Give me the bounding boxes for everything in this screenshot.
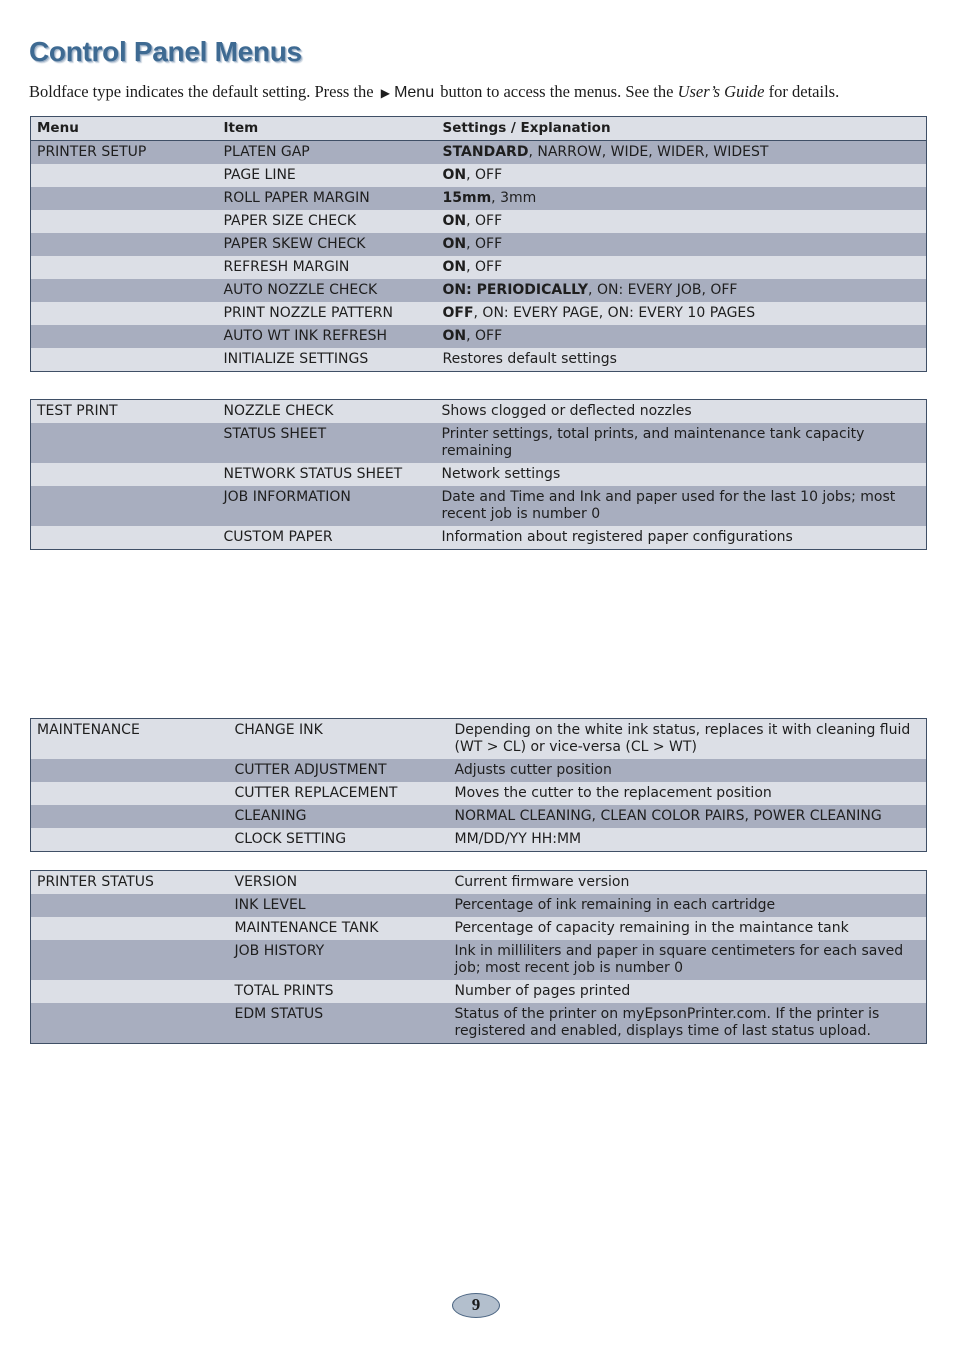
- menu-cell: [31, 348, 218, 372]
- item-cell: CHANGE INK: [229, 719, 449, 760]
- table-header-row: [31, 117, 927, 141]
- item-cell: AUTO WT INK REFRESH: [218, 325, 437, 348]
- item-cell: JOB HISTORY: [229, 940, 449, 980]
- item-cell: STATUS SHEET: [218, 423, 436, 463]
- header-item: Item: [218, 117, 437, 141]
- table-row: [31, 325, 927, 348]
- menu-cell: [31, 233, 218, 256]
- settings-cell: [437, 141, 927, 165]
- menu-cell: [31, 463, 218, 486]
- settings-cell: [449, 805, 927, 828]
- item-cell: NETWORK STATUS SHEET: [218, 463, 436, 486]
- table-row: [31, 233, 927, 256]
- settings-cell: [437, 325, 927, 348]
- menu-cell: [31, 256, 218, 279]
- setting-text: , OFF: [466, 328, 503, 344]
- default-setting: STANDARD: [442, 144, 529, 160]
- table-row: [31, 463, 927, 486]
- setting-text: , OFF: [466, 167, 503, 183]
- setting-text: , OFF: [466, 236, 503, 252]
- menu-cell: [31, 828, 229, 852]
- settings-cell: [449, 719, 927, 760]
- item-cell: CUTTER ADJUSTMENT: [229, 759, 449, 782]
- settings-cell: [449, 940, 927, 980]
- settings-cell: [437, 302, 927, 325]
- item-cell: CUSTOM PAPER: [218, 526, 436, 550]
- default-setting: ON: [442, 259, 467, 275]
- settings-cell: [436, 526, 927, 550]
- table-row: [31, 302, 927, 325]
- menu-cell: [31, 1003, 229, 1044]
- table-row: [31, 164, 927, 187]
- default-setting: ON: PERIODICALLY: [442, 282, 589, 298]
- menu-cell: [31, 980, 229, 1003]
- intro-text: [29, 82, 839, 102]
- settings-cell: [436, 423, 927, 463]
- default-setting: ON: [442, 167, 467, 183]
- item-cell: PAGE LINE: [218, 164, 437, 187]
- setting-text: Moves the cutter to the replacement position: [454, 785, 772, 801]
- item-cell: NOZZLE CHECK: [218, 400, 436, 424]
- table-row: [31, 279, 927, 302]
- table-row: [31, 805, 927, 828]
- header-menu: Menu: [31, 117, 218, 141]
- menu-cell: [31, 759, 229, 782]
- settings-cell: [437, 187, 927, 210]
- table-row: [31, 526, 927, 550]
- table-row: [31, 210, 927, 233]
- setting-text: Percentage of ink remaining in each cartridge: [454, 897, 776, 913]
- settings-cell: [449, 871, 927, 895]
- menu-cell: [31, 917, 229, 940]
- default-setting: ON: [442, 328, 467, 344]
- menu-cell: [31, 423, 218, 463]
- menu-cell: [31, 325, 218, 348]
- menu-button-label: Menu: [394, 84, 435, 101]
- table-row: [31, 917, 927, 940]
- setting-text: , ON: EVERY PAGE, ON: EVERY 10 PAGES: [473, 305, 756, 321]
- menu-cell: [31, 279, 218, 302]
- menu-cell: [31, 486, 218, 526]
- table-row: [31, 423, 927, 463]
- settings-cell: [436, 400, 927, 424]
- table-row: [31, 1003, 927, 1044]
- setting-text: Network settings: [441, 466, 561, 482]
- menu-cell: [31, 164, 218, 187]
- item-cell: PLATEN GAP: [218, 141, 437, 165]
- settings-cell: [437, 210, 927, 233]
- settings-cell: [449, 1003, 927, 1044]
- setting-text: , OFF: [466, 259, 503, 275]
- settings-cell: [449, 828, 927, 852]
- menu-cell: [31, 894, 229, 917]
- setting-text: Shows clogged or deflected nozzles: [441, 403, 692, 419]
- menu-cell: [31, 805, 229, 828]
- item-cell: JOB INFORMATION: [218, 486, 436, 526]
- item-cell: MAINTENANCE TANK: [229, 917, 449, 940]
- play-arrow-icon: ▶: [380, 86, 390, 100]
- table-row: [31, 759, 927, 782]
- setting-text: Date and Time and Ink and paper used for the last 10 jobs; most recent job is number 0: [441, 489, 896, 522]
- menu-cell: [31, 210, 218, 233]
- menu-cell: [31, 302, 218, 325]
- page-number: 9: [452, 1293, 500, 1318]
- settings-cell: [449, 782, 927, 805]
- settings-cell: [449, 917, 927, 940]
- settings-cell: [437, 233, 927, 256]
- maintenance-table: [30, 718, 927, 852]
- menu-cell: PRINTER STATUS: [31, 871, 229, 895]
- item-cell: REFRESH MARGIN: [218, 256, 437, 279]
- intro-part-1: Boldface type indicates the default setting. Press the: [29, 82, 374, 101]
- settings-cell: [436, 486, 927, 526]
- default-setting: ON: [442, 213, 467, 229]
- item-cell: TOTAL PRINTS: [229, 980, 449, 1003]
- menu-cell: [31, 526, 218, 550]
- test-print-table: [30, 399, 927, 550]
- table-row: [31, 348, 927, 372]
- table-row: [31, 828, 927, 852]
- item-cell: VERSION: [229, 871, 449, 895]
- printer-status-table: [30, 870, 927, 1044]
- header-settings: Settings / Explanation: [437, 117, 927, 141]
- intro-part-2: button to access the menus. See the: [440, 82, 674, 101]
- setting-text: Restores default settings: [442, 351, 617, 367]
- setting-text: Ink in milliliters and paper in square centimeters for each saved job; most recent job is number 0: [454, 943, 904, 976]
- setting-text: Depending on the white ink status, replaces it with cleaning fluid (WT > CL) or vice-versa (CL > WT): [454, 722, 911, 755]
- setting-text: MM/DD/YY HH:MM: [454, 831, 582, 847]
- settings-cell: [437, 164, 927, 187]
- item-cell: CUTTER REPLACEMENT: [229, 782, 449, 805]
- users-guide-reference: User’s Guide: [677, 82, 765, 101]
- settings-cell: [437, 348, 927, 372]
- item-cell: PAPER SKEW CHECK: [218, 233, 437, 256]
- table-row: [31, 940, 927, 980]
- setting-text: Adjusts cutter position: [454, 762, 612, 778]
- item-cell: EDM STATUS: [229, 1003, 449, 1044]
- setting-text: Printer settings, total prints, and maintenance tank capacity remaining: [441, 426, 865, 459]
- table-row: [31, 256, 927, 279]
- menu-cell: TEST PRINT: [31, 400, 218, 424]
- menu-cell: PRINTER SETUP: [31, 141, 218, 165]
- default-setting: ON: [442, 236, 467, 252]
- setting-text: , NARROW, WIDE, WIDER, WIDEST: [528, 144, 769, 160]
- settings-cell: [437, 279, 927, 302]
- settings-cell: [437, 256, 927, 279]
- page-title: Control Panel Menus: [29, 36, 302, 67]
- settings-cell: [449, 894, 927, 917]
- setting-text: Percentage of capacity remaining in the maintance tank: [454, 920, 849, 936]
- setting-text: NORMAL CLEANING, CLEAN COLOR PAIRS, POWER CLEANING: [454, 808, 882, 824]
- table-row: [31, 871, 927, 895]
- setting-text: Information about registered paper configurations: [441, 529, 793, 545]
- table-row: [31, 400, 927, 424]
- setting-text: , ON: EVERY JOB, OFF: [588, 282, 738, 298]
- item-cell: ROLL PAPER MARGIN: [218, 187, 437, 210]
- menu-cell: [31, 940, 229, 980]
- table-row: [31, 187, 927, 210]
- item-cell: CLEANING: [229, 805, 449, 828]
- setting-text: Number of pages printed: [454, 983, 631, 999]
- table-row: [31, 486, 927, 526]
- menu-cell: MAINTENANCE: [31, 719, 229, 760]
- setting-text: Status of the printer on myEpsonPrinter.com. If the printer is registered and enabled, displays time of last status upload.: [454, 1006, 880, 1039]
- table-row: [31, 719, 927, 760]
- table-row: [31, 141, 927, 165]
- table-row: [31, 894, 927, 917]
- item-cell: INK LEVEL: [229, 894, 449, 917]
- item-cell: PRINT NOZZLE PATTERN: [218, 302, 437, 325]
- settings-cell: [449, 980, 927, 1003]
- setting-text: , 3mm: [491, 190, 537, 206]
- item-cell: CLOCK SETTING: [229, 828, 449, 852]
- intro-part-3: for details.: [768, 82, 840, 101]
- menu-cell: [31, 187, 218, 210]
- item-cell: INITIALIZE SETTINGS: [218, 348, 437, 372]
- item-cell: AUTO NOZZLE CHECK: [218, 279, 437, 302]
- default-setting: OFF: [442, 305, 474, 321]
- default-setting: 15mm: [442, 190, 492, 206]
- item-cell: PAPER SIZE CHECK: [218, 210, 437, 233]
- table-row: [31, 782, 927, 805]
- settings-cell: [436, 463, 927, 486]
- table-row: [31, 980, 927, 1003]
- setting-text: , OFF: [466, 213, 503, 229]
- setting-text: Current firmware version: [454, 874, 630, 890]
- settings-cell: [449, 759, 927, 782]
- printer-setup-table: [30, 116, 927, 372]
- menu-cell: [31, 782, 229, 805]
